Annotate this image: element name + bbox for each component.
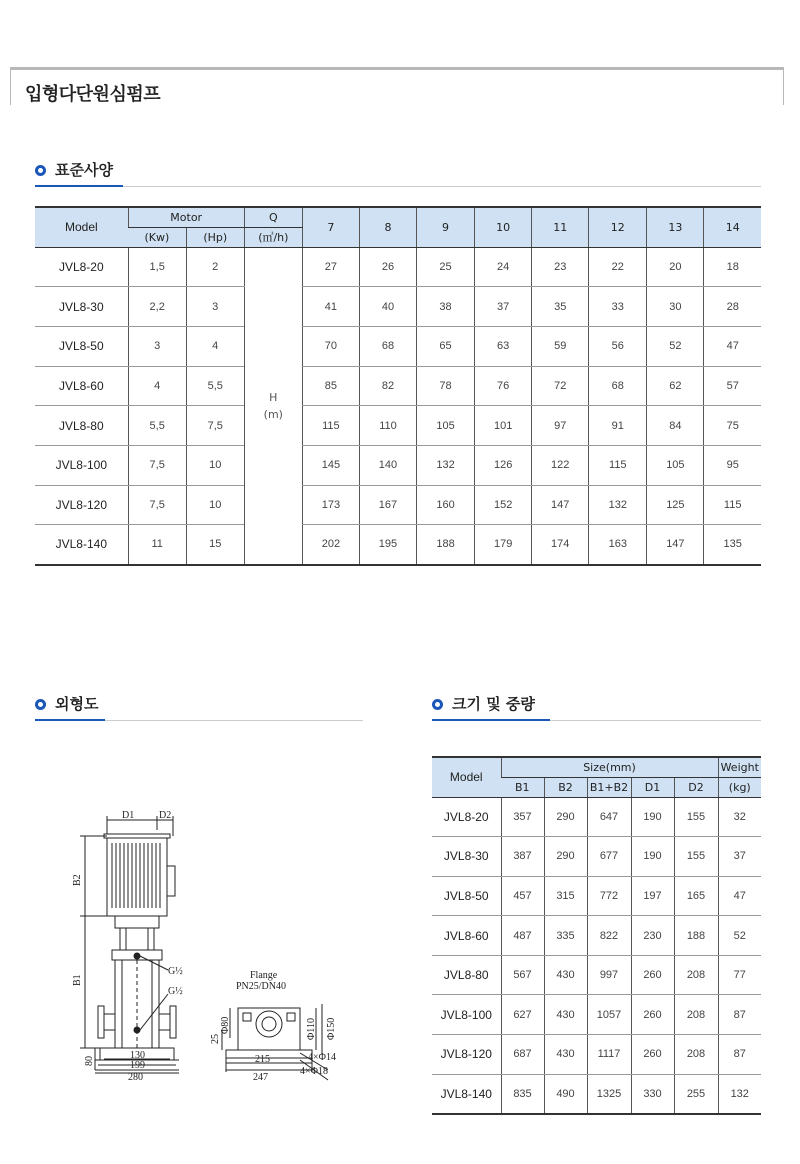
spec-cell-head: 132 [589,485,647,525]
spec-header-q: Q [244,207,302,227]
spec-cell-hp: 4 [186,326,244,366]
spec-cell-head: 140 [359,445,416,485]
spec-cell-head: 160 [417,485,475,525]
table-row [432,1074,761,1114]
size-cell-model: JVL8-100 [432,995,501,1035]
spec-cell-head: 25 [417,247,475,287]
size-cell-value: 155 [674,837,718,877]
size-header-weight: Weight [718,757,761,777]
spec-cell-head: 91 [589,406,647,446]
size-cell-value: 190 [631,797,674,837]
spec-cell-head: 24 [475,247,532,287]
dim-80: 80 [84,1056,95,1066]
spec-cell-head: 126 [475,445,532,485]
size-cell-value: 430 [544,1035,587,1075]
dim-b2: B2 [72,874,83,886]
spec-cell-head: 84 [647,406,704,446]
spec-cell-head: 167 [359,485,416,525]
spec-cell-head: 62 [647,366,704,406]
spec-cell-model: JVL8-120 [35,485,128,525]
size-cell-weight: 32 [718,797,761,837]
size-cell-model: JVL8-120 [432,1035,501,1075]
spec-cell-head: 68 [589,366,647,406]
size-cell-value: 155 [674,797,718,837]
size-table [432,756,761,1115]
spec-cell-hp: 15 [186,525,244,565]
table-row [35,485,761,525]
spec-cell-head: 152 [475,485,532,525]
spec-cell-head: 70 [302,326,359,366]
spec-cell-head: 147 [647,525,704,565]
size-cell-value: 335 [544,916,587,956]
size-cell-value: 487 [501,916,544,956]
size-cell-value: 188 [674,916,718,956]
label-g-upper: G½ [168,966,183,977]
spec-cell-hp: 10 [186,445,244,485]
dim-25: 25 [210,1034,221,1044]
spec-cell-head: 122 [532,445,589,485]
spec-cell-head: 110 [359,406,416,446]
spec-cell-head: 135 [704,525,761,565]
spec-cell-head: 41 [302,287,359,327]
spec-cell-head: 101 [475,406,532,446]
h-label: H [269,390,278,404]
size-header-col: B2 [544,777,587,797]
spec-cell-head: 85 [302,366,359,406]
spec-cell-head: 105 [417,406,475,446]
spec-header-motor: Motor [128,207,244,227]
spec-cell-head: 195 [359,525,416,565]
dim-199: 199 [130,1060,145,1071]
dim-280: 280 [128,1072,143,1083]
table-row [35,366,761,406]
spec-cell-head: 38 [417,287,475,327]
spec-cell-head: 188 [417,525,475,565]
label-flange-spec: PN25/DN40 [236,981,287,992]
bullet-ring-icon [35,165,46,176]
label-holes-18: 4×Φ18 [300,1066,328,1077]
spec-cell-head: 145 [302,445,359,485]
spec-cell-model: JVL8-80 [35,406,128,446]
section-spec-label: 표준사양 [55,161,113,179]
spec-header-flow: 8 [359,207,416,247]
spec-cell-head: 132 [417,445,475,485]
spec-cell-hp: 3 [186,287,244,327]
size-cell-model: JVL8-140 [432,1074,501,1114]
spec-cell-head: 105 [647,445,704,485]
size-cell-value: 627 [501,995,544,1035]
spec-header-flow: 13 [647,207,704,247]
size-cell-value: 260 [631,995,674,1035]
size-cell-value: 772 [587,876,631,916]
table-row [432,916,761,956]
bullet-ring-icon [432,699,443,710]
table-row [432,876,761,916]
size-header-model: Model [432,757,501,797]
spec-cell-head: 115 [589,445,647,485]
spec-cell-hp: 7,5 [186,406,244,446]
size-header-col: D2 [674,777,718,797]
table-row [35,406,761,446]
size-cell-value: 1117 [587,1035,631,1075]
size-cell-weight: 52 [718,916,761,956]
section-drawing-label: 외형도 [55,695,99,713]
spec-cell-head: 63 [475,326,532,366]
spec-cell-head: 23 [532,247,589,287]
table-row [35,445,761,485]
spec-header-q-unit: (㎥/h) [244,227,302,247]
bullet-ring-icon [35,699,46,710]
spec-cell-head: 47 [704,326,761,366]
size-cell-value: 260 [631,1035,674,1075]
spec-cell-kw: 7,5 [128,485,186,525]
size-cell-value: 835 [501,1074,544,1114]
spec-cell-head: 115 [704,485,761,525]
spec-cell-head: 174 [532,525,589,565]
spec-cell-kw: 4 [128,366,186,406]
spec-cell-head: 30 [647,287,704,327]
size-cell-value: 208 [674,955,718,995]
spec-cell-head: 57 [704,366,761,406]
size-cell-value: 208 [674,995,718,1035]
spec-header-model: Model [35,207,128,247]
dim-247: 247 [253,1072,268,1083]
spec-cell-kw: 5,5 [128,406,186,446]
spec-cell-hp: 10 [186,485,244,525]
spec-cell-model: JVL8-140 [35,525,128,565]
table-row [432,995,761,1035]
dim-phi150: Φ150 [326,1017,337,1040]
dim-phi80: Φ80 [220,1016,231,1034]
spec-table [35,206,761,566]
section-size-label: 크기 및 중량 [452,695,535,713]
size-cell-value: 430 [544,995,587,1035]
section-spec-heading [35,158,761,188]
spec-cell-head: 65 [417,326,475,366]
dim-phi110: Φ110 [306,1018,317,1040]
spec-cell-model: JVL8-30 [35,287,128,327]
spec-cell-head: 95 [704,445,761,485]
label-holes-14: 4×Φ14 [308,1052,336,1063]
page-header [10,67,784,105]
spec-header-flow: 12 [589,207,647,247]
spec-cell-head: 37 [475,287,532,327]
size-cell-value: 430 [544,955,587,995]
size-cell-value: 290 [544,797,587,837]
spec-cell-h-label [244,247,302,565]
spec-cell-model: JVL8-100 [35,445,128,485]
spec-cell-head: 78 [417,366,475,406]
size-cell-value: 387 [501,837,544,877]
size-cell-value: 165 [674,876,718,916]
size-header-col: B1 [501,777,544,797]
size-cell-weight: 87 [718,1035,761,1075]
spec-cell-head: 82 [359,366,416,406]
spec-cell-head: 125 [647,485,704,525]
table-row [35,287,761,327]
size-cell-weight: 77 [718,955,761,995]
table-row [432,955,761,995]
spec-cell-model: JVL8-20 [35,247,128,287]
dim-d1: D1 [122,810,135,821]
size-cell-value: 290 [544,837,587,877]
page-title: 입형다단원심펌프 [25,84,161,105]
size-cell-value: 822 [587,916,631,956]
spec-cell-head: 52 [647,326,704,366]
spec-cell-model: JVL8-60 [35,366,128,406]
table-row [35,326,761,366]
spec-cell-head: 179 [475,525,532,565]
size-header-col: B1+B2 [587,777,631,797]
spec-header-flow: 14 [704,207,761,247]
size-header-col: D1 [631,777,674,797]
table-row [432,837,761,877]
spec-cell-head: 22 [589,247,647,287]
section-size-heading [432,692,761,722]
spec-header-kw: (Kw) [128,227,186,247]
h-unit: (m) [263,407,283,421]
table-row [432,797,761,837]
spec-header-flow: 11 [532,207,589,247]
spec-cell-head: 75 [704,406,761,446]
spec-cell-kw: 11 [128,525,186,565]
size-cell-value: 190 [631,837,674,877]
spec-cell-kw: 3 [128,326,186,366]
spec-cell-head: 68 [359,326,416,366]
spec-cell-head: 76 [475,366,532,406]
size-header-size: Size(mm) [501,757,718,777]
dim-d2: D2 [159,810,172,821]
size-cell-value: 687 [501,1035,544,1075]
size-header-weight-unit: (kg) [718,777,761,797]
section-drawing-heading [35,692,363,722]
table-row [35,525,761,565]
spec-cell-model: JVL8-50 [35,326,128,366]
size-cell-value: 567 [501,955,544,995]
spec-header-flow: 9 [417,207,475,247]
spec-cell-head: 173 [302,485,359,525]
size-cell-weight: 132 [718,1074,761,1114]
spec-cell-head: 18 [704,247,761,287]
size-cell-value: 255 [674,1074,718,1114]
size-cell-model: JVL8-80 [432,955,501,995]
table-row [432,1035,761,1075]
size-cell-value: 677 [587,837,631,877]
spec-cell-head: 56 [589,326,647,366]
size-cell-value: 1325 [587,1074,631,1114]
dim-b1: B1 [72,974,83,986]
size-cell-value: 357 [501,797,544,837]
spec-cell-kw: 1,5 [128,247,186,287]
size-cell-weight: 87 [718,995,761,1035]
spec-header-flow: 7 [302,207,359,247]
spec-cell-head: 20 [647,247,704,287]
spec-cell-hp: 2 [186,247,244,287]
spec-cell-head: 115 [302,406,359,446]
spec-cell-head: 59 [532,326,589,366]
size-cell-weight: 37 [718,837,761,877]
size-cell-value: 457 [501,876,544,916]
spec-cell-head: 147 [532,485,589,525]
spec-cell-hp: 5,5 [186,366,244,406]
size-cell-weight: 47 [718,876,761,916]
pump-outline-drawing [60,808,360,1108]
size-cell-value: 1057 [587,995,631,1035]
spec-cell-head: 97 [532,406,589,446]
spec-cell-head: 72 [532,366,589,406]
size-cell-model: JVL8-20 [432,797,501,837]
size-cell-value: 197 [631,876,674,916]
spec-cell-head: 40 [359,287,416,327]
spec-cell-head: 202 [302,525,359,565]
label-flange: Flange [250,970,278,981]
spec-header-flow: 10 [475,207,532,247]
size-cell-value: 647 [587,797,631,837]
dim-130: 130 [130,1050,145,1061]
label-g-lower: G½ [168,986,183,997]
size-cell-value: 330 [631,1074,674,1114]
size-cell-model: JVL8-50 [432,876,501,916]
spec-cell-head: 33 [589,287,647,327]
size-cell-value: 208 [674,1035,718,1075]
spec-cell-head: 27 [302,247,359,287]
dim-215: 215 [255,1054,270,1065]
size-cell-value: 490 [544,1074,587,1114]
spec-cell-kw: 2,2 [128,287,186,327]
size-cell-model: JVL8-30 [432,837,501,877]
spec-cell-kw: 7,5 [128,445,186,485]
size-cell-value: 230 [631,916,674,956]
size-cell-value: 997 [587,955,631,995]
size-cell-value: 260 [631,955,674,995]
table-row [35,247,761,287]
spec-cell-head: 163 [589,525,647,565]
size-cell-model: JVL8-60 [432,916,501,956]
spec-cell-head: 28 [704,287,761,327]
spec-header-hp: (Hp) [186,227,244,247]
size-cell-value: 315 [544,876,587,916]
spec-cell-head: 26 [359,247,416,287]
spec-cell-head: 35 [532,287,589,327]
